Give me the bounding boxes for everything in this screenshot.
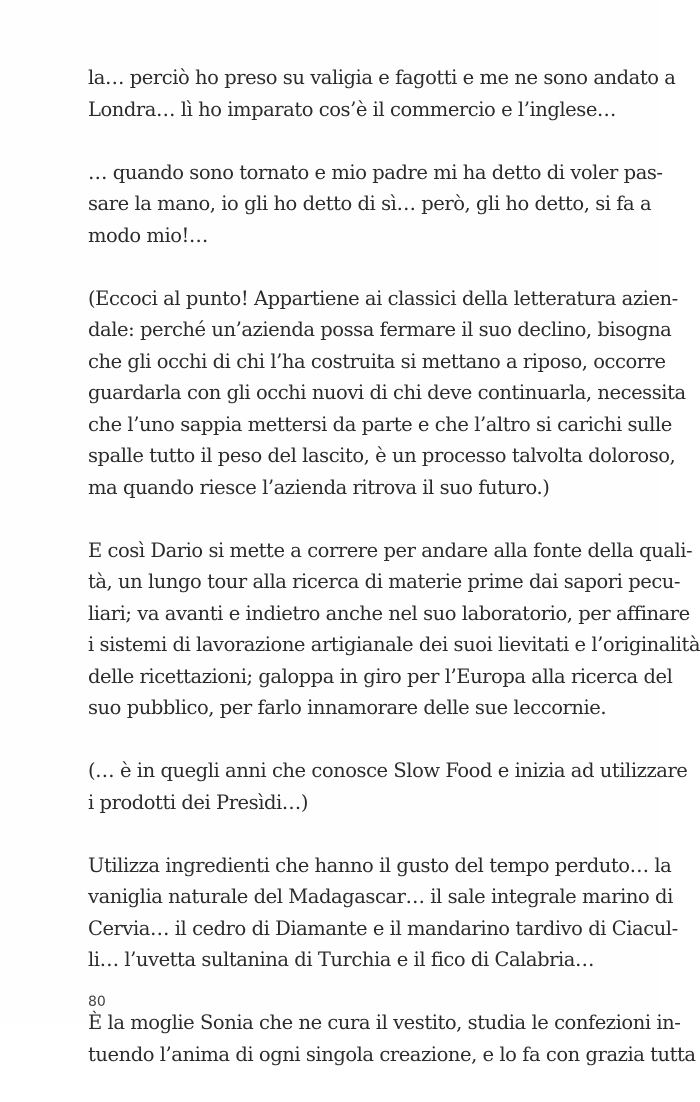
- paragraph-3: [88, 283, 686, 504]
- text-line: ma quando riesce l’azienda ritrova il suo futuro.): [88, 475, 550, 499]
- text-line: suo pubblico, per farlo innamorare delle sue leccornie.: [88, 696, 607, 719]
- text-line: vaniglia naturale del Madagascar… il sale integrale marino di: [88, 885, 673, 908]
- text-line: (… è in quegli anni che conosce Slow Food e inizia ad utilizzare: [88, 759, 688, 782]
- text-line: li… l’uvetta sultanina di Turchia e il fico di Calabria…: [88, 948, 595, 971]
- text-line: modo mio!…: [88, 223, 208, 247]
- text-line: (Eccoci al punto! Appartiene ai classici della letteratura azien-: [88, 286, 678, 310]
- text-line: i sistemi di lavorazione artigianale dei suoi lievitati e l’originalità: [88, 633, 700, 656]
- page-number: 80: [88, 994, 106, 1010]
- text-line: Utilizza ingredienti che hanno il gusto del tempo perduto… la: [88, 853, 672, 877]
- text-line: … quando sono tornato e mio padre mi ha detto di voler pas-: [88, 160, 663, 184]
- text-line: liari; va avanti e indietro anche nel suo laboratorio, per affinare: [88, 601, 690, 625]
- text-line: tuendo l’anima di ogni singola creazione, e lo fa con grazia tutta: [88, 1042, 696, 1066]
- text-line: sare la mano, io gli ho detto di sì… però, gli ho detto, si fa a: [88, 192, 652, 215]
- paragraph-4: [88, 535, 700, 724]
- text-line: che gli occhi di chi l’ha costruita si mettano a riposo, occorre: [88, 349, 666, 373]
- text-line: che l’uno sappia mettersi da parte e che l’altro si carichi sulle: [88, 412, 672, 436]
- text-line: delle ricettazioni; galoppa in giro per l’Europa alla ricerca del: [88, 664, 673, 688]
- text-line: spalle tutto il peso del lascito, è un processo talvolta doloroso,: [88, 444, 676, 467]
- text-line: guardarla con gli occhi nuovi di chi deve continuarla, necessita: [88, 381, 686, 404]
- paragraph-5: [88, 755, 688, 818]
- text-line: E così Dario si mette a correre per andare alla fonte della quali-: [88, 538, 693, 562]
- text-line: Cervia… il cedro di Diamante e il mandarino tardivo di Ciacul-: [88, 916, 678, 940]
- text-line: la… perciò ho preso su valigia e fagotti e me ne sono andato a: [88, 66, 676, 89]
- text-line: È la moglie Sonia che ne cura il vestito, studia le confezioni in-: [88, 1011, 681, 1034]
- paragraph-6: [88, 850, 678, 976]
- text-line: Londra… lì ho imparato cos’è il commercio e l’inglese…: [88, 97, 616, 121]
- text-line: dale: perché un’azienda possa fermare il suo declino, bisogna: [88, 318, 672, 341]
- paragraph-7: [88, 1007, 696, 1070]
- body-text: [88, 62, 700, 1102]
- paragraph-2: [88, 157, 663, 252]
- text-line: tà, un lungo tour alla ricerca di materie prime dai sapori pecu-: [88, 570, 681, 593]
- paragraph-1: [88, 62, 676, 125]
- text-line: i prodotti dei Presìdi…): [88, 790, 309, 814]
